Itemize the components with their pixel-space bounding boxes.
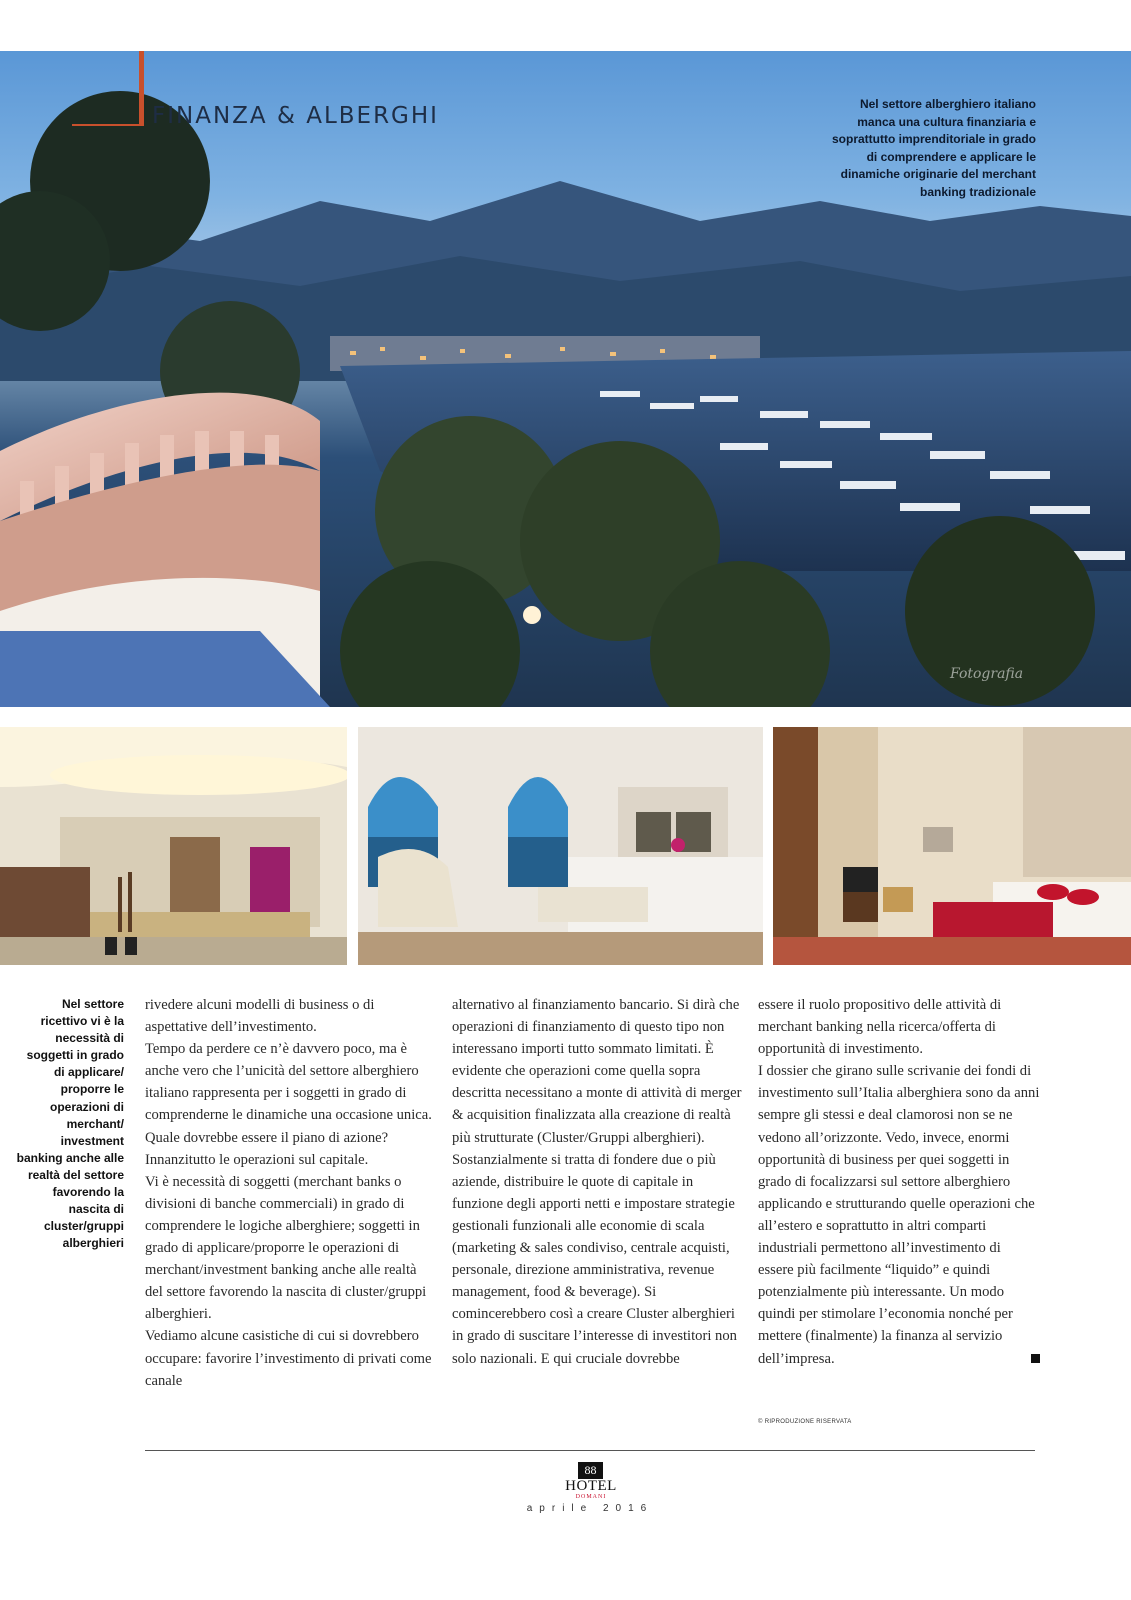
lobby-photo (0, 727, 347, 965)
bedroom-sea-illustration (358, 727, 763, 965)
paragraph: Quale dovrebbe essere il piano di azione? Innanzitutto le operazioni sul capitale. (145, 1129, 389, 1168)
paragraph: rivedere alcuni modelli di business o di aspettative dell’investimento. (145, 997, 375, 1036)
bedroom-red-throw-photo (773, 727, 1131, 965)
magazine-logo: HOTEL (565, 1478, 617, 1494)
section-title: FINANZA & ALBERGHI (152, 103, 439, 129)
article-column-2 (452, 994, 742, 1370)
section-accent-rule (72, 124, 144, 126)
section-accent-bar (139, 51, 144, 126)
lobby-illustration (0, 727, 347, 965)
article-column-3 (758, 994, 1040, 1370)
magazine-logo-subtitle: DOMANI (575, 1494, 607, 1500)
copyright-notice: © RIPRODUZIONE RISERVATA (758, 1419, 852, 1425)
pull-quote: Nel settore ricettivo vi è la necessità di soggetti in grado di applicare/ proporre le operazioni di merchant/ investment banking anche alle realtà del settore favorendo la nascita di cluster/gruppi alberghieri (16, 997, 124, 1251)
paragraph: Tempo da perdere ce n’è davvero poco, ma è anche vero che l’unicità del settore alberghiero italiano rappresenta per i soggetti in grado di comprenderne le dinamiche una occasione unica. (145, 1041, 432, 1124)
footer-rule (145, 1450, 1035, 1451)
issue-date: aprile 2016 (526, 1503, 654, 1514)
page-number: 88 (578, 1462, 603, 1479)
paragraph: Vi è necessità di soggetti (merchant banks o divisioni di banche commerciali) in grado di comprendere le logiche alberghiere; soggetti in grado di applicare/proporre le operazioni di merchant/investment banking anche alle realtà del settore favorendo la nascita di cluster/gruppi alberghieri. (145, 1173, 427, 1323)
paragraph-text: I dossier che girano sulle scrivanie dei fondi di investimento sull’Italia alberghiera sono da anni sempre gli stessi e deal clamorosi non se ne vedono all’orizzonte. Vedo, invece, enormi opportunità di business per quei soggetti in grado di focalizzarsi sul settore alberghiero applicando e strutturando quelle operazioni che all’estero e soprattutto in altri comparti industriali permettono all’investimento di essere più facilmente “liquido” e quindi potenzialmente più interessante. Un modo quindi per stimolare l’economia nonché per mettere (finalmente) la finanza al servizio dell’impresa. (758, 1063, 1040, 1367)
article-column-1 (145, 994, 435, 1392)
photo-watermark: Fotografia (950, 666, 1024, 682)
paragraph: alternativo al finanziamento bancario. Si dirà che operazioni di finanziamento di questo tipo non interessano importi tutto sommato limitati. È evidente che operazioni come quella sopra descritta necessitano a monte di attività di merger & acquisition finalizzata alla creazione di realtà più strutturate (Cluster/Gruppi alberghieri). Sostanzialmente si tratta di fondere due o più aziende, distribuire le quote di capitale in funzione degli apporti netti e impostare strategie gestionali funzionali alle economie di scala (marketing & sales condiviso, centrale acquisti, personale, direzione amministrativa, revenue management, food & beverage). Si comincerebbero così a creare Cluster alberghieri in grado di suscitare l’interesse di investitori non solo nazionali. E qui cruciale dovrebbe (452, 997, 742, 1367)
bedroom-red-illustration (773, 727, 1131, 965)
black-square-icon (1031, 1354, 1040, 1363)
paragraph: essere il ruolo propositivo delle attività di merchant banking nella ricerca/offerta di opportunità di investimento. (758, 997, 1002, 1058)
paragraph (758, 1060, 1040, 1369)
bedroom-sea-view-photo (358, 727, 763, 965)
hero-caption: Nel settore alberghiero italiano manca una cultura finanziaria e soprattutto imprenditoriale in grado di comprendere e applicare le dinamiche originarie del merchant banking tradizionale (831, 97, 1036, 199)
paragraph: Vediamo alcune casistiche di cui si dovrebbero occupare: favorire l’investimento di privati come canale (145, 1328, 432, 1389)
